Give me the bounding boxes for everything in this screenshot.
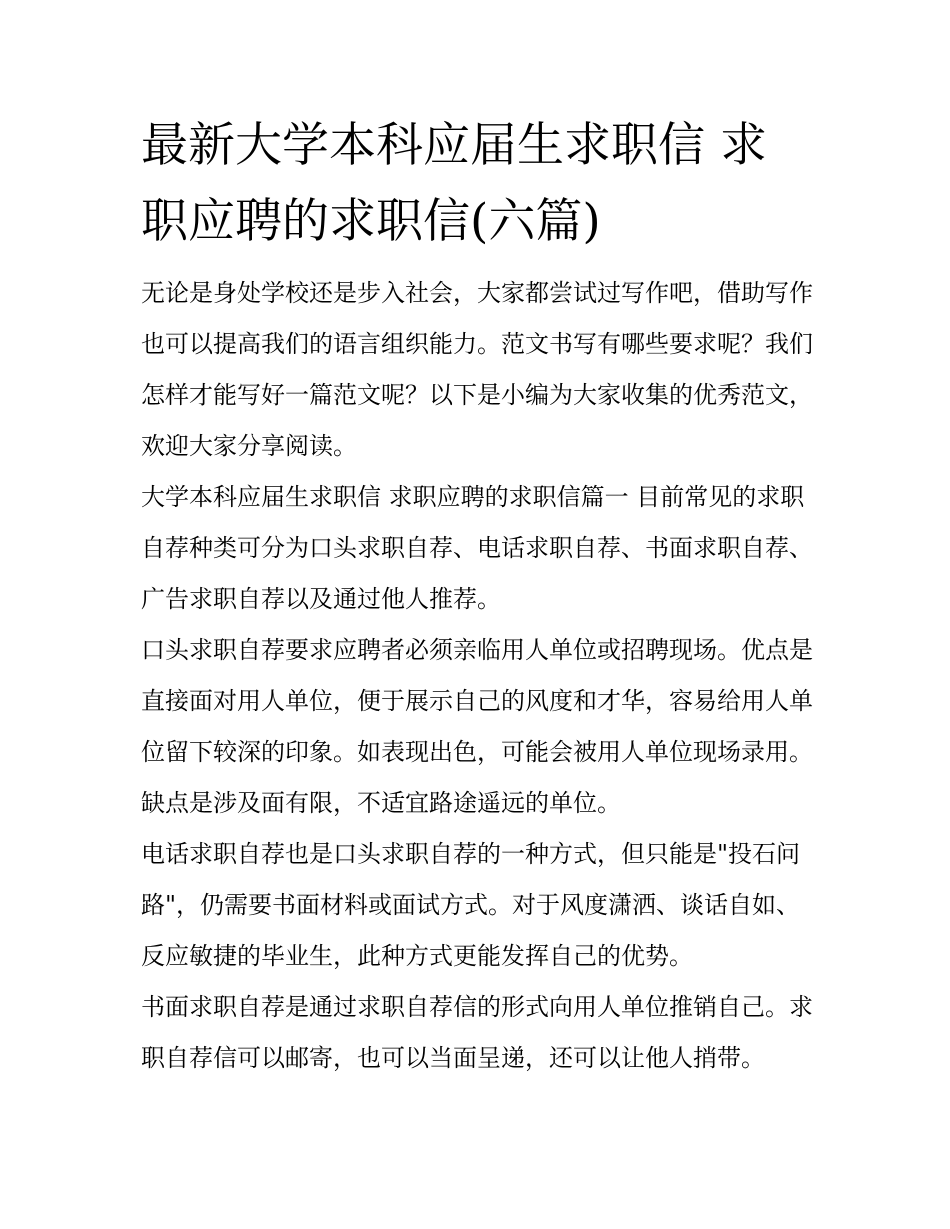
document-title: 最新大学本科应届生求职信 求职应聘的求职信(六篇) [141, 118, 767, 249]
paragraph-oral-recommendation: 口头求职自荐要求应聘者必须亲临用人单位或招聘现场。优点是直接面对用人单位，便于展示自己的风度和才华，容易给用人单位留下较深的印象。如表现出色，可能会被用人单位现场录用。缺点是涉及面有限，不适宜路途遥远的单位。 [141, 636, 813, 817]
paragraph-phone-recommendation: 电话求职自荐也是口头求职自荐的一种方式，但只能是"投石问路"，仍需要书面材料或面试方式。对于风度潇洒、谈话自如、反应敏捷的毕业生，此种方式更能发挥自己的优势。 [141, 840, 801, 970]
paragraph-section-one: 大学本科应届生求职信 求职应聘的求职信篇一 目前常见的求职自荐种类可分为口头求职自荐、电话求职自荐、书面求职自荐、广告求职自荐以及通过他人推荐。 [141, 483, 813, 613]
paragraph-intro: 无论是身处学校还是步入社会，大家都尝试过写作吧，借助写作也可以提高我们的语言组织能力。范文书写有哪些要求呢？我们怎样才能写好一篇范文呢？以下是小编为大家收集的优秀范文，欢迎大家分享阅读。 [141, 279, 813, 460]
document-body [141, 108, 813, 1084]
paragraph-written-recommendation: 书面求职自荐是通过求职自荐信的形式向用人单位推销自己。求职自荐信可以邮寄，也可以当面呈递，还可以让他人捎带。 [141, 993, 813, 1072]
